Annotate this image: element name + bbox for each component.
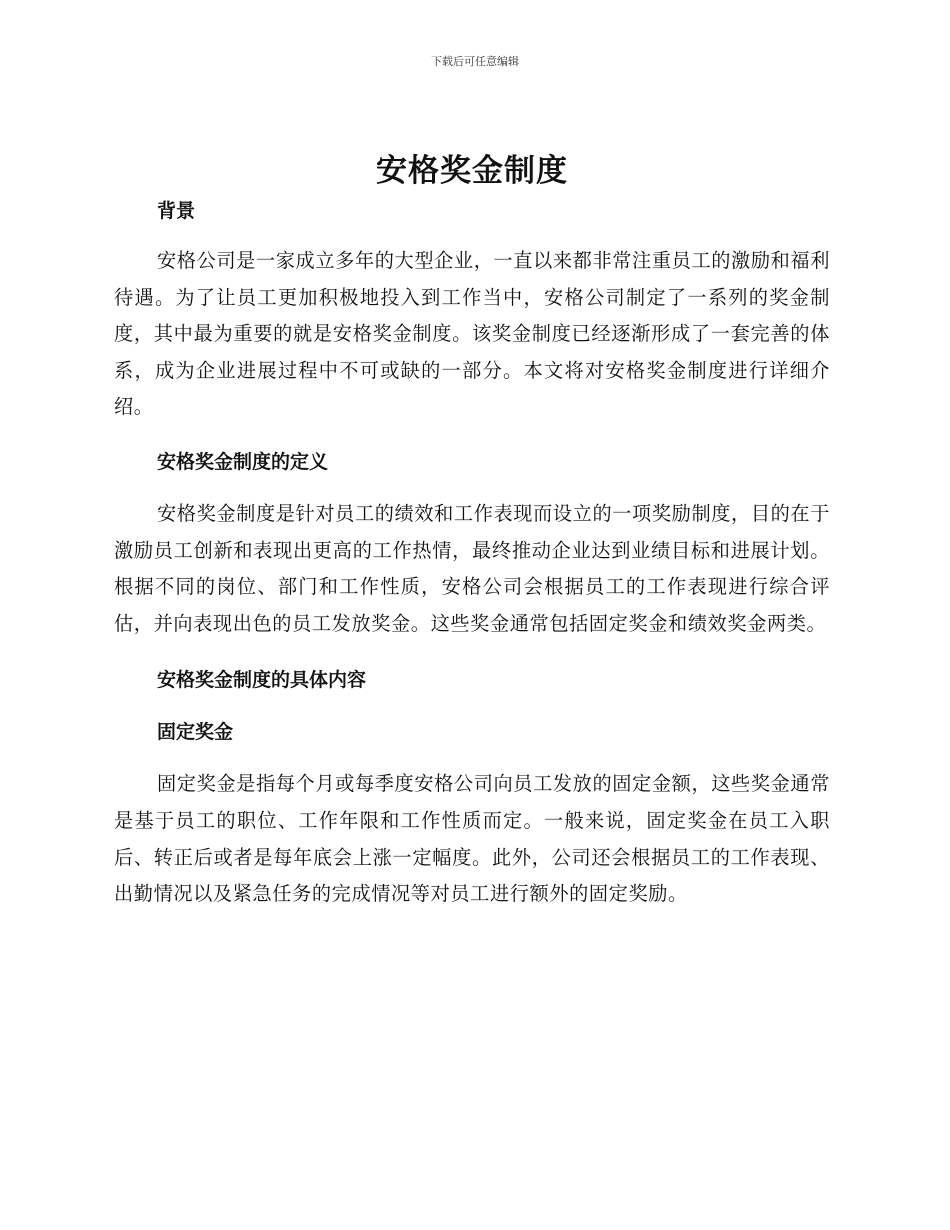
document-title: 安格奖金制度 — [376, 153, 568, 189]
section-paragraph-fixed-bonus: 固定奖金是指每个月或每季度安格公司向员工发放的固定金额，这些奖金通常是基于员工的职位、工作年限和工作性质而定。一般来说，固定奖金在员工入职后、转正后或者是每年底会上涨一定幅度。此外，公司还会根据员工的工作表现、出勤情况以及紧急任务的完成情况等对员工进行额外的固定奖励。 — [114, 772, 830, 906]
document-body — [114, 148, 830, 913]
section-heading-fixed-bonus: 固定奖金 — [157, 721, 234, 744]
section-heading-background: 背景 — [157, 200, 196, 222]
section-paragraph-background: 安格公司是一家成立多年的大型企业，一直以来都非常注重员工的激励和福利待遇。为了让员工更加积极地投入到工作当中，安格公司制定了一系列的奖金制度，其中最为重要的就是安格奖金制度。该奖金制度已经逐渐形成了一套完善的体系，成为企业进展过程中不可或缺的一部分。本文将对安格奖金制度进行详细介绍。 — [114, 249, 830, 419]
page-header-note: 下载后可任意编辑 — [431, 55, 519, 68]
section-paragraph-definition: 安格奖金制度是针对员工的绩效和工作表现而设立的一项奖励制度，目的在于激励员工创新和表现出更高的工作热情，最终推动企业达到业绩目标和进展计划。根据不同的岗位、部门和工作性质，安格公司会根据员工的工作表现进行综合评估，并向表现出色的员工发放奖金。这些奖金通常包括固定奖金和绩效奖金两类。 — [114, 501, 830, 635]
section-heading-definition: 安格奖金制度的定义 — [157, 450, 329, 473]
section-heading-specific-content: 安格奖金制度的具体内容 — [157, 669, 367, 692]
